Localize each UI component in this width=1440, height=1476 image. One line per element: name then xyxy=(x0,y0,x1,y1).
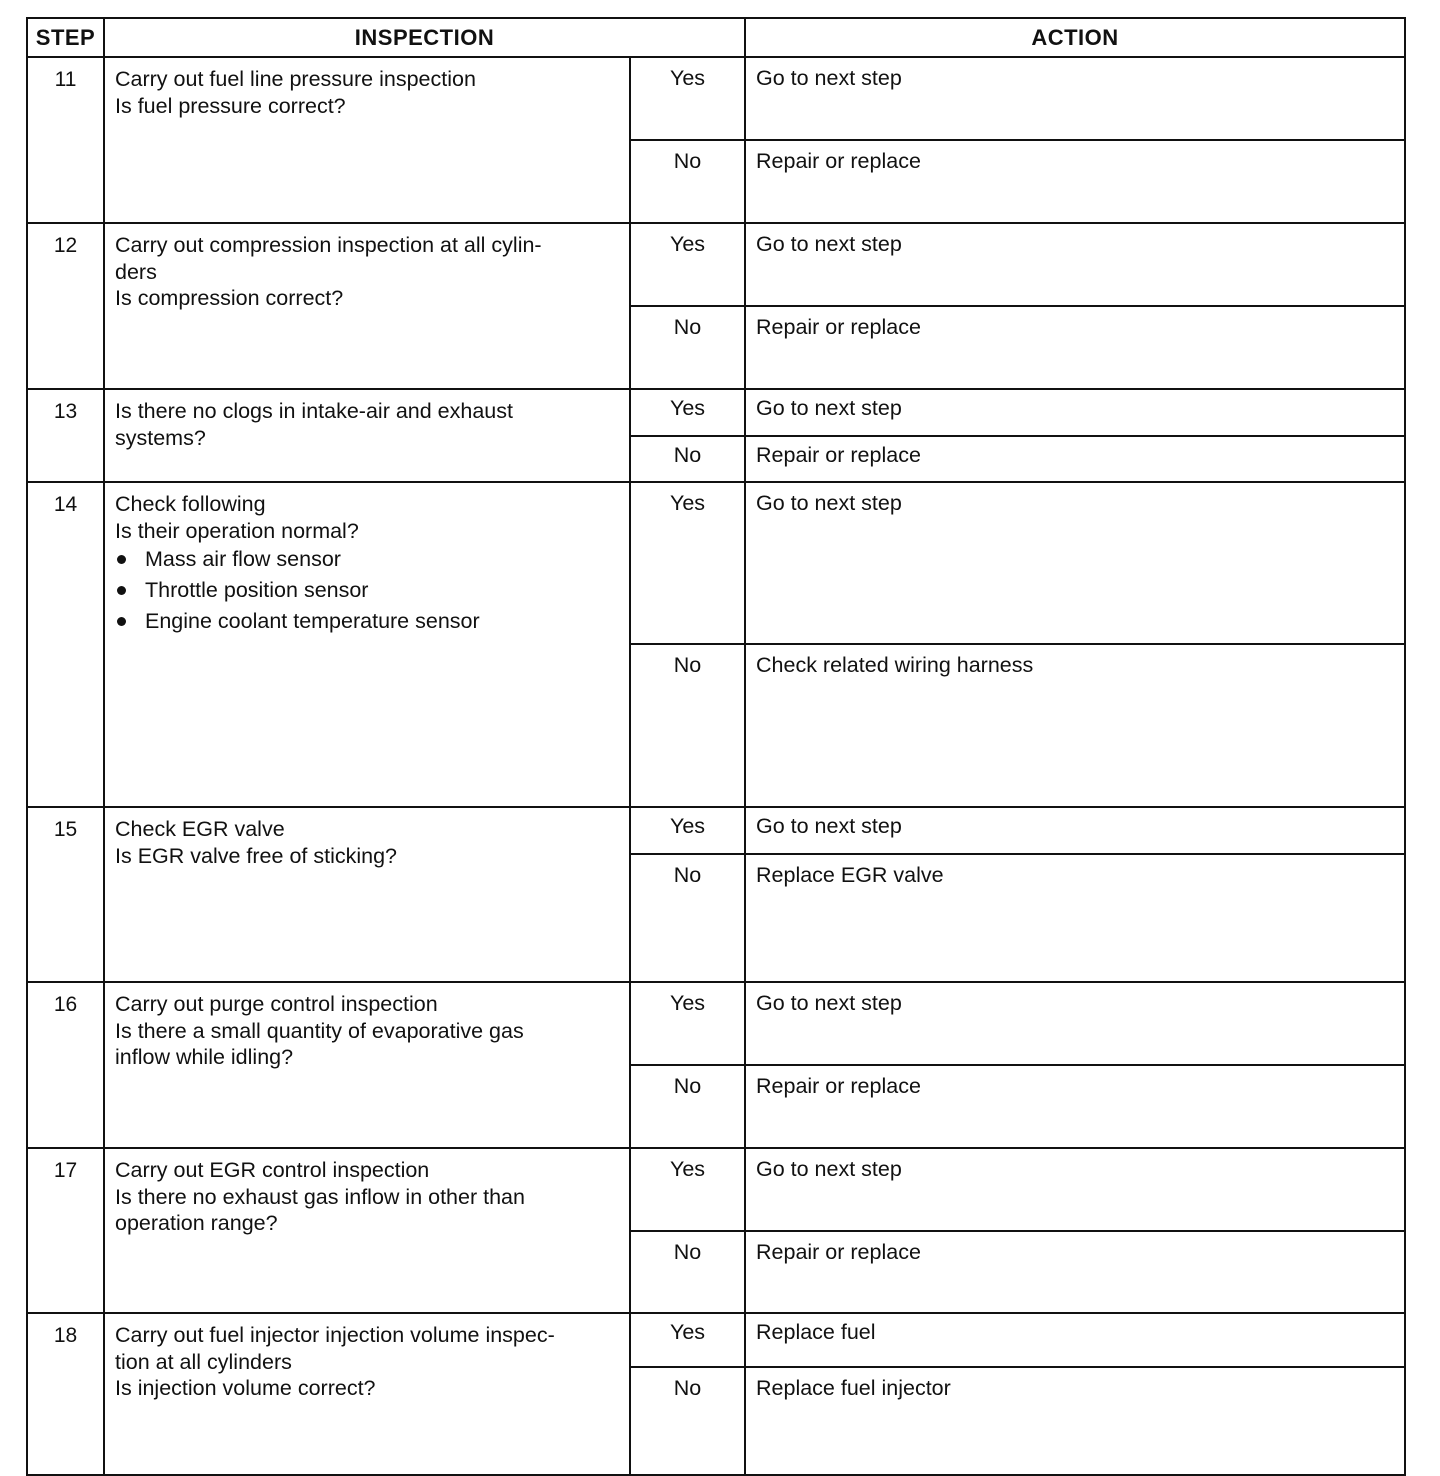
inspection-line: Carry out fuel injector injection volume inspec- xyxy=(115,1323,555,1347)
inspection-cell xyxy=(104,807,630,982)
yes-action: Go to next step xyxy=(745,982,1405,1065)
sensor-list xyxy=(115,544,619,637)
sensor-list-item xyxy=(115,544,619,575)
inspection-line: Is their operation normal? xyxy=(115,518,359,543)
sensor-name: Engine coolant temperature sensor xyxy=(145,609,480,633)
inspection-cell xyxy=(104,57,630,223)
step-number: 11 xyxy=(27,57,104,223)
no-action: Repair or replace xyxy=(745,436,1405,482)
no-action: Check related wiring harness xyxy=(745,644,1405,807)
yes-label: Yes xyxy=(630,1313,745,1367)
inspection-line: Is there a small quantity of evaporative gas xyxy=(115,1018,524,1043)
inspection-line: Carry out purge control inspection xyxy=(115,992,438,1016)
inspection-cell xyxy=(104,389,630,482)
inspection-line: Is compression correct? xyxy=(115,286,344,310)
inspection-line: operation range? xyxy=(115,1211,278,1235)
yes-label: Yes xyxy=(630,982,745,1065)
inspection-line: Check following xyxy=(115,492,266,516)
no-label: No xyxy=(630,854,745,982)
sensor-list-item xyxy=(115,575,619,606)
step-row xyxy=(27,57,1405,140)
bullet-icon xyxy=(117,617,126,626)
inspection-cell xyxy=(104,223,630,389)
inspection-line: ders xyxy=(115,259,157,284)
inspection-line: Is injection volume correct? xyxy=(115,1376,376,1400)
step-number: 12 xyxy=(27,223,104,389)
sensor-name: Throttle position sensor xyxy=(145,578,369,602)
yes-action: Go to next step xyxy=(745,1148,1405,1231)
no-action: Replace fuel injector xyxy=(745,1367,1405,1475)
yes-label: Yes xyxy=(630,389,745,436)
step-row xyxy=(27,223,1405,306)
step-row xyxy=(27,1313,1405,1367)
inspection-cell xyxy=(104,1148,630,1313)
sensor-name: Mass air flow sensor xyxy=(145,547,341,571)
step-number: 15 xyxy=(27,807,104,982)
inspection-line: Is EGR valve free of sticking? xyxy=(115,843,397,868)
no-action: Repair or replace xyxy=(745,1065,1405,1148)
step-number: 18 xyxy=(27,1313,104,1475)
bullet-icon xyxy=(117,555,126,564)
yes-action: Replace fuel xyxy=(745,1313,1405,1367)
yes-action: Go to next step xyxy=(745,482,1405,644)
no-label: No xyxy=(630,436,745,482)
step-row xyxy=(27,982,1405,1065)
inspection-line: Is there no exhaust gas inflow in other than xyxy=(115,1184,525,1209)
inspection-line: inflow while idling? xyxy=(115,1045,294,1069)
inspection-line: Carry out EGR control inspection xyxy=(115,1158,430,1182)
no-label: No xyxy=(630,644,745,807)
step-row xyxy=(27,482,1405,644)
yes-action: Go to next step xyxy=(745,223,1405,306)
inspection-cell xyxy=(104,982,630,1148)
yes-action: Go to next step xyxy=(745,807,1405,854)
no-label: No xyxy=(630,1367,745,1475)
step-row xyxy=(27,389,1405,436)
yes-label: Yes xyxy=(630,807,745,854)
inspection-cell xyxy=(104,482,630,807)
no-label: No xyxy=(630,306,745,389)
inspection-line: tion at all cylinders xyxy=(115,1349,292,1374)
yes-label: Yes xyxy=(630,57,745,140)
step-number: 14 xyxy=(27,482,104,807)
header-step: STEP xyxy=(27,18,104,57)
no-action: Repair or replace xyxy=(745,306,1405,389)
header-inspection: INSPECTION xyxy=(104,18,745,57)
yes-action: Go to next step xyxy=(745,57,1405,140)
diagnostic-table xyxy=(26,17,1406,1476)
bullet-icon xyxy=(117,586,126,595)
inspection-line: Carry out compression inspection at all cylin- xyxy=(115,233,542,257)
no-action: Repair or replace xyxy=(745,1231,1405,1313)
step-row xyxy=(27,1148,1405,1231)
yes-label: Yes xyxy=(630,223,745,306)
no-label: No xyxy=(630,140,745,223)
yes-label: Yes xyxy=(630,1148,745,1231)
no-action: Repair or replace xyxy=(745,140,1405,223)
inspection-line: Is there no clogs in intake-air and exhaust xyxy=(115,399,513,423)
step-row xyxy=(27,807,1405,854)
no-label: No xyxy=(630,1065,745,1148)
inspection-line: systems? xyxy=(115,425,206,450)
yes-action: Go to next step xyxy=(745,389,1405,436)
inspection-line: Carry out fuel line pressure inspection xyxy=(115,67,476,91)
table-body xyxy=(27,57,1405,1475)
step-number: 17 xyxy=(27,1148,104,1313)
step-number: 13 xyxy=(27,389,104,482)
inspection-line: Is fuel pressure correct? xyxy=(115,93,346,118)
yes-label: Yes xyxy=(630,482,745,644)
no-action: Replace EGR valve xyxy=(745,854,1405,982)
step-number: 16 xyxy=(27,982,104,1148)
inspection-cell xyxy=(104,1313,630,1475)
inspection-line: Check EGR valve xyxy=(115,817,285,841)
header-row xyxy=(27,18,1405,57)
sensor-list-item xyxy=(115,606,619,637)
header-action: ACTION xyxy=(745,18,1405,57)
no-label: No xyxy=(630,1231,745,1313)
